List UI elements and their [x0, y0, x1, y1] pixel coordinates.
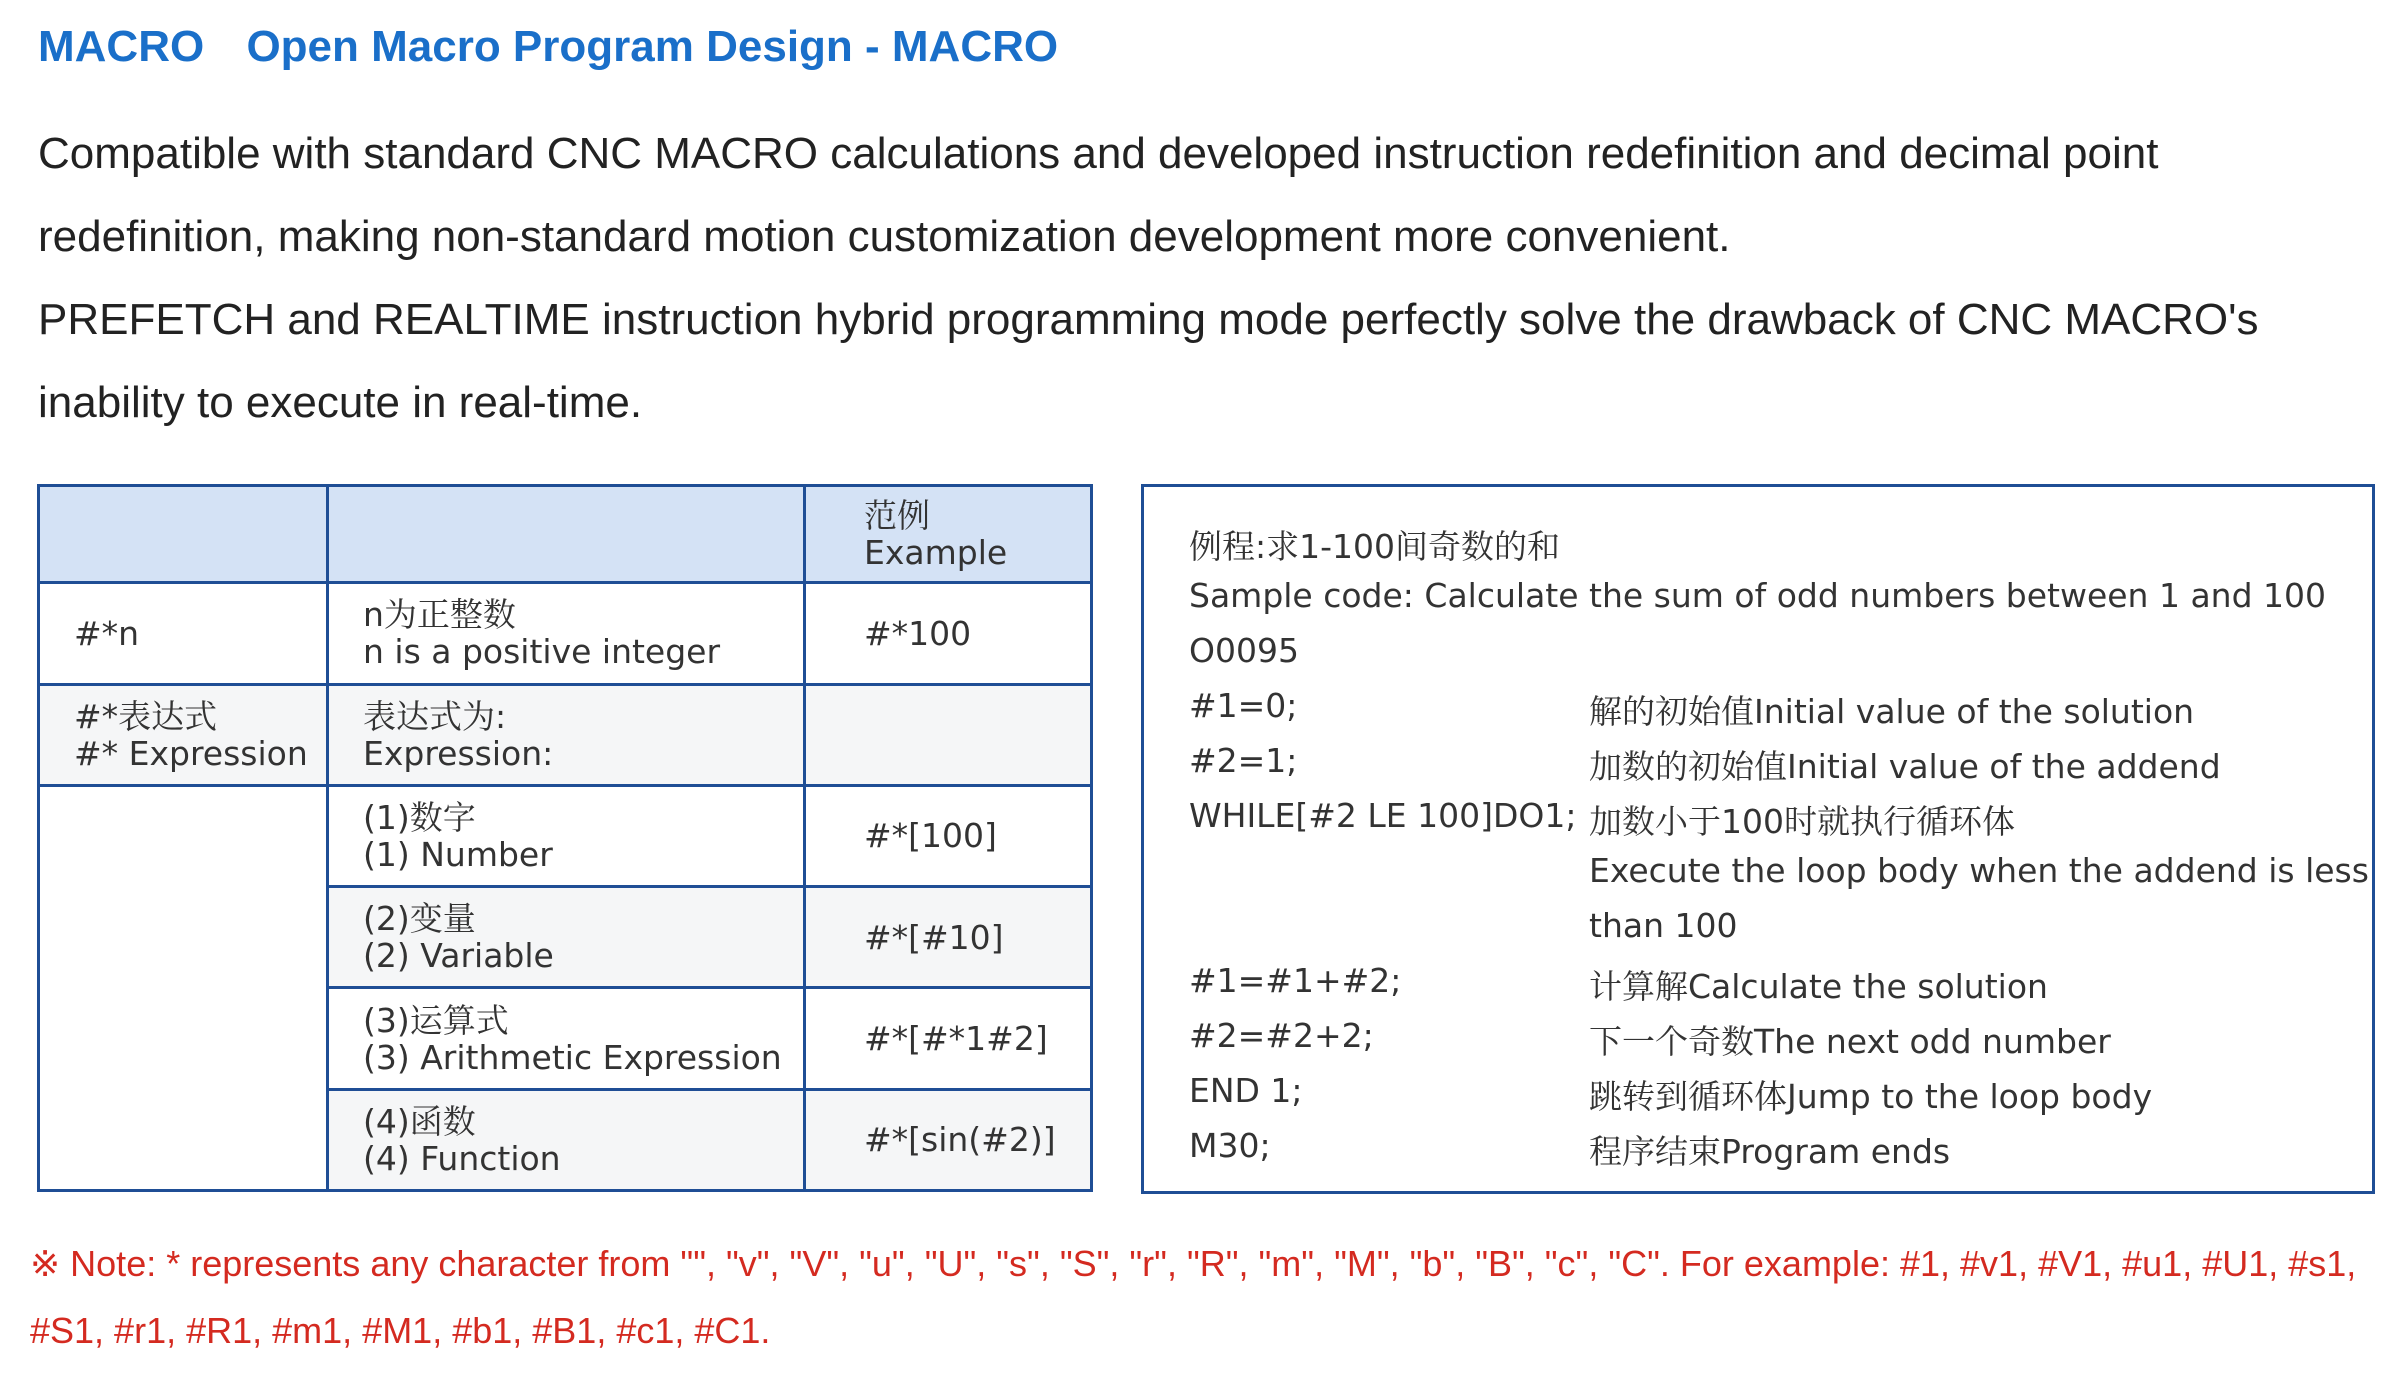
row-example-cell: #*[100] — [805, 785, 1092, 886]
sample-title-en: Sample code: Calculate the sum of odd numbers between 1 and 100 — [1189, 576, 2327, 615]
sample-program-number: O0095 — [1189, 631, 1299, 670]
code-comment: 跳转到循环体Jump to the loop body — [1589, 1077, 2153, 1116]
row-example-cell: #*100 — [805, 583, 1092, 684]
code-comment: Execute the loop body when the addend is less — [1589, 851, 2369, 890]
row-description-cn: (3)运算式 — [363, 1000, 509, 1040]
row-label-cell — [39, 684, 328, 785]
sample-title-cn: 例程:求1-100间奇数的和 — [1189, 527, 1561, 566]
macro-syntax-table — [37, 484, 1093, 1192]
row-description-cell — [328, 988, 805, 1089]
code-line: #2=1; — [1189, 741, 1298, 780]
row-description-cell — [328, 1089, 805, 1190]
row-description-en: (2) Variable — [363, 936, 554, 976]
row-label-cn: #*表达式 — [74, 696, 218, 736]
header-cell-example — [805, 486, 1092, 583]
code-line: WHILE[#2 LE 100]DO1; — [1189, 796, 1577, 835]
row-description-cn: (2)变量 — [363, 899, 476, 939]
row-description-en: (1) Number — [363, 834, 553, 874]
row-description-cell — [328, 887, 805, 988]
header-cell-2 — [328, 486, 805, 583]
page-heading — [38, 22, 1058, 72]
row-description-en: (4) Function — [363, 1138, 561, 1178]
row-description-en: n is a positive integer — [363, 632, 721, 672]
header-example-en: Example — [864, 533, 1008, 573]
row-description-en: (3) Arithmetic Expression — [363, 1037, 782, 1077]
intro-paragraph-2: PREFETCH and REALTIME instruction hybrid programming mode perfectly solve the drawback of CNC MACRO's inability to execute in real-time. — [38, 295, 2259, 427]
code-line: #2=#2+2; — [1189, 1016, 1374, 1055]
code-comment: 加数小于100时就执行循环体 — [1589, 802, 2015, 841]
row-label: #*n — [74, 613, 140, 653]
table-row — [39, 583, 1092, 684]
row-example-cell: #*[#*1#2] — [805, 988, 1092, 1089]
code-line: M30; — [1189, 1126, 1271, 1165]
row-description-cn: n为正整数 — [363, 595, 516, 635]
code-comment: than 100 — [1589, 906, 1738, 945]
table-row — [39, 684, 1092, 785]
row-description-en: Expression: — [363, 733, 554, 773]
intro-text — [38, 112, 2378, 444]
sample-code-box — [1141, 484, 2375, 1194]
row-description-cn: (1)数字 — [363, 797, 476, 837]
heading-title: Open Macro Program Design - MACRO — [246, 22, 1059, 71]
code-comment: 程序结束Program ends — [1589, 1132, 1951, 1171]
row-description-cell — [328, 785, 805, 886]
header-example-cn: 范例 — [864, 496, 930, 536]
code-line: END 1; — [1189, 1071, 1303, 1110]
row-example-cell — [805, 684, 1092, 785]
row-example-cell: #*[#10] — [805, 887, 1092, 988]
merged-blank-cell — [39, 785, 328, 1190]
table-row — [39, 785, 1092, 886]
code-comment: 加数的初始值Initial value of the addend — [1589, 747, 2221, 786]
header-cell-1 — [39, 486, 328, 583]
code-comment: 解的初始值Initial value of the solution — [1589, 692, 2195, 731]
heading-tag: MACRO — [38, 22, 205, 71]
row-description-cn: 表达式为: — [363, 696, 507, 736]
code-comment: 计算解Calculate the solution — [1589, 967, 2048, 1006]
code-line: #1=0; — [1189, 686, 1298, 725]
intro-paragraph-1: Compatible with standard CNC MACRO calculations and developed instruction redefinition and decimal point redefinition, making non-standard motion customization development more convenient. — [38, 129, 2159, 261]
code-line: #1=#1+#2; — [1189, 961, 1402, 1000]
row-description-cn: (4)函数 — [363, 1101, 476, 1141]
row-label-cell — [39, 583, 328, 684]
row-example-cell: #*[sin(#2)] — [805, 1089, 1092, 1190]
code-comment: 下一个奇数The next odd number — [1589, 1022, 2111, 1061]
row-label-en: #* Expression — [74, 733, 308, 773]
footnote: ※ Note: * represents any character from "", "v", "V", "u", "U", "s", "S", "r", "R", "m", "M", "b", "B", "c", "C". For example: #1, #v1, #V1, #u1, #U1, #s1, #S1, #r1, #R1, #m1, #M1, #b1, #B1, #c1, #C1. — [30, 1243, 2357, 1351]
table-header-row — [39, 486, 1092, 583]
row-description-cell — [328, 684, 805, 785]
row-description-cell — [328, 583, 805, 684]
